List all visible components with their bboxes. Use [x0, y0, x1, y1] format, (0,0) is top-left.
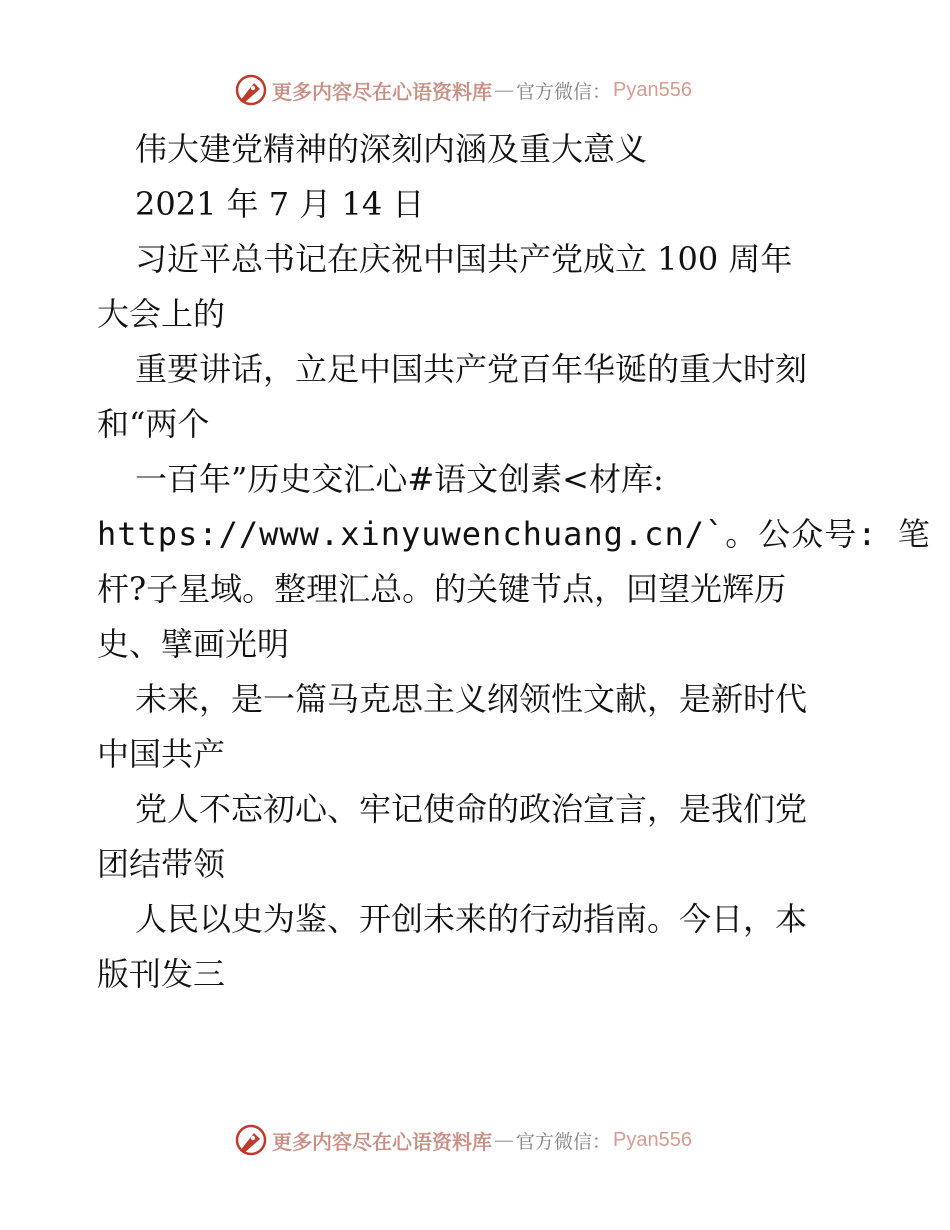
paragraph-line: 未来，是一篇马克思主义纲领性文献，是新时代 [135, 680, 808, 718]
watermark-dash: — [494, 1128, 514, 1152]
document-title: 伟大建党精神的深刻内涵及重大意义 [135, 130, 648, 168]
watermark-account: Pyan556 [613, 1128, 692, 1151]
paragraph-line: 重要讲话，立足中国共产党百年华诞的重大时刻 [135, 350, 808, 388]
watermark-dash: — [494, 78, 514, 102]
paragraph-line: 和“两个 [97, 405, 210, 443]
paragraph-line: 史、擘画光明 [97, 625, 290, 663]
watermark-account: Pyan556 [613, 78, 692, 101]
paragraph-line: 大会上的 [97, 295, 226, 333]
paragraph-line-url: https://www.xinyuwenchuang.cn/`。公众号: 笔 [97, 515, 931, 553]
paragraph-line: 团结带领 [97, 845, 226, 883]
header-watermark [234, 72, 692, 108]
paragraph-line: 中国共产 [97, 735, 226, 773]
watermark-official-text: 官方微信： [516, 80, 612, 103]
paragraph-line: 人民以史为鉴、开创未来的行动指南。今日，本 [135, 900, 808, 938]
paragraph-line: 党人不忘初心、牢记使命的政治宣言，是我们党 [135, 790, 808, 828]
footer-watermark [234, 1122, 692, 1158]
document-body [97, 122, 931, 1002]
pen-nib-circle-icon [234, 1123, 268, 1157]
paragraph-line: 版刊发三 [97, 955, 226, 993]
paragraph-line: 一百年”历史交汇心#语文创素<材库: [135, 460, 664, 498]
paragraph-line: 杆?子星域。整理汇总。的关键节点，回望光辉历 [97, 570, 787, 608]
paragraph-line: 习近平总书记在庆祝中国共产党成立 100 周年 [135, 240, 793, 278]
watermark-main-text: 更多内容尽在心语资料库 [272, 1129, 492, 1154]
pen-nib-circle-icon [234, 73, 268, 107]
watermark-official-text: 官方微信： [516, 1130, 612, 1153]
document-date: 2021 年 7 月 14 日 [135, 185, 425, 223]
watermark-main-text: 更多内容尽在心语资料库 [272, 79, 492, 104]
